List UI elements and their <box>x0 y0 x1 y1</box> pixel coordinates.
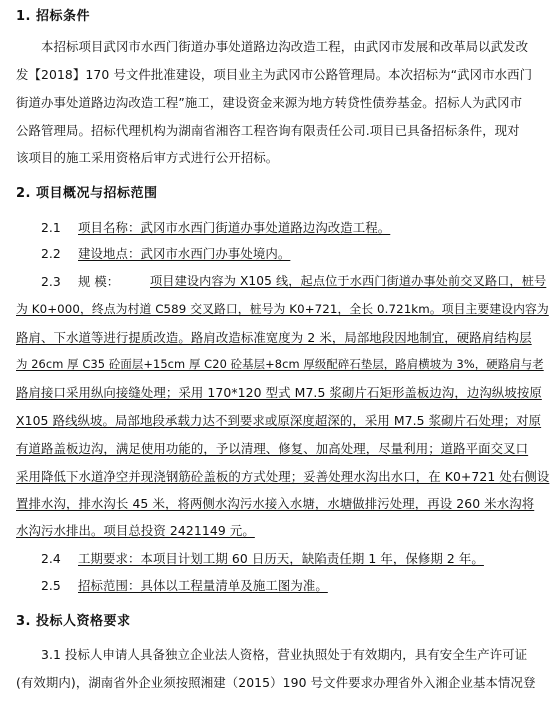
item-2-5-number: 2.5 <box>41 578 61 593</box>
s1-line-1: 本招标项目武冈市水西门街道办事处道路边沟改造工程，由武冈市发展和改革局以武发改 <box>41 39 529 54</box>
s1-line-4: 公路管理局。招标代理机构为湖南省湘咨工程咨询有限责任公司.项目已具备招标条件，现对 <box>16 123 520 138</box>
item-2-3-line-3: 路肩、下水道等进行提质改造。路肩改造标准宽度为 2 米，局部地段因地制宜，硬路肩结构层 <box>16 330 532 345</box>
s1-line-3: 街道办事处道路边沟改造工程”施工，建设资金来源为地方转贷性债券基金。招标人为武冈市 <box>16 95 523 110</box>
item-2-5-text: 招标范围：具体以工程量清单及施工图为准。 <box>78 578 328 593</box>
s3-line-1: 3.1 投标人申请人具备独立企业法人资格，营业执照处于有效期内，具有安全生产许可证 <box>41 647 528 662</box>
item-2-3-line-9: 置排水沟，排水沟长 45 米，将两侧水沟污水接入水塘，水塘做排污处理，再设 260 米水沟将 <box>16 496 535 511</box>
item-2-1-text: 项目名称：武冈市水西门街道办事处道路边沟改造工程。 <box>78 220 391 235</box>
item-2-3-line-2: 为 K0+000，终点为村道 C589 交叉路口，桩号为 K0+721，全长 0.721km。项目主要建设内容为 <box>16 302 549 316</box>
item-2-3-number: 2.3 <box>41 274 61 289</box>
item-2-3-line-7: 有道路盖板边沟，满足使用功能的，予以清理、修复、加高处理，尽量利用；道路平面交叉口 <box>16 441 529 456</box>
item-2-4-text: 工期要求：本项目计划工期 60 日历天，缺陷责任期 1 年，保修期 2 年。 <box>78 551 484 566</box>
item-2-3-line-5: 路肩接口采用纵向接缝处理；采用 170*120 型式 M7.5 浆砌片石矩形盖板边沟，边沟纵坡按原 <box>16 385 542 400</box>
section-1-heading: 1. 招标条件 <box>16 9 91 24</box>
item-2-2-text: 建设地点：武冈市水西门办事处境内。 <box>78 246 291 261</box>
item-2-2-number: 2.2 <box>41 246 61 261</box>
section-2-heading: 2. 项目概况与招标范围 <box>16 186 158 201</box>
s3-line-2: (有效期内)，湖南省外企业须按照湘建（2015）190 号文件要求办理省外入湘企业基本情况登 <box>16 675 536 690</box>
item-2-1-number: 2.1 <box>41 220 61 235</box>
item-2-3-line-8: 采用降低下水道净空并现浇钢筋砼盖板的方式处理；妥善处理水沟出水口，在 K0+721 处右侧设 <box>16 469 550 484</box>
item-2-3-label: 规 模： <box>78 274 120 289</box>
item-2-3-line-6: X105 路线纵坡。局部地段承载力达不到要求或原深度超深的，采用 M7.5 浆砌片石处理；对原 <box>16 413 542 428</box>
item-2-3-line-10: 水沟污水排出。项目总投资 2421149 元。 <box>16 523 255 538</box>
section-3-heading: 3. 投标人资格要求 <box>16 614 131 629</box>
item-2-3-line-1: 项目建设内容为 X105 线，起点位于水西门街道办事处前交叉路口，桩号 <box>150 274 547 288</box>
s1-line-2: 发【2018】170 号文件批准建设，项目业主为武冈市公路管理局。本次招标为“武冈市水西门 <box>16 67 533 82</box>
item-2-3-line-4: 为 26cm 厚 C35 砼面层+15cm 厚 C20 砼基层+8cm 厚级配碎石垫层，路肩横坡为 3%，硬路肩与老 <box>16 357 544 371</box>
item-2-4-number: 2.4 <box>41 551 61 566</box>
s1-line-5: 该项目的施工采用资格后审方式进行公开招标。 <box>16 150 279 165</box>
